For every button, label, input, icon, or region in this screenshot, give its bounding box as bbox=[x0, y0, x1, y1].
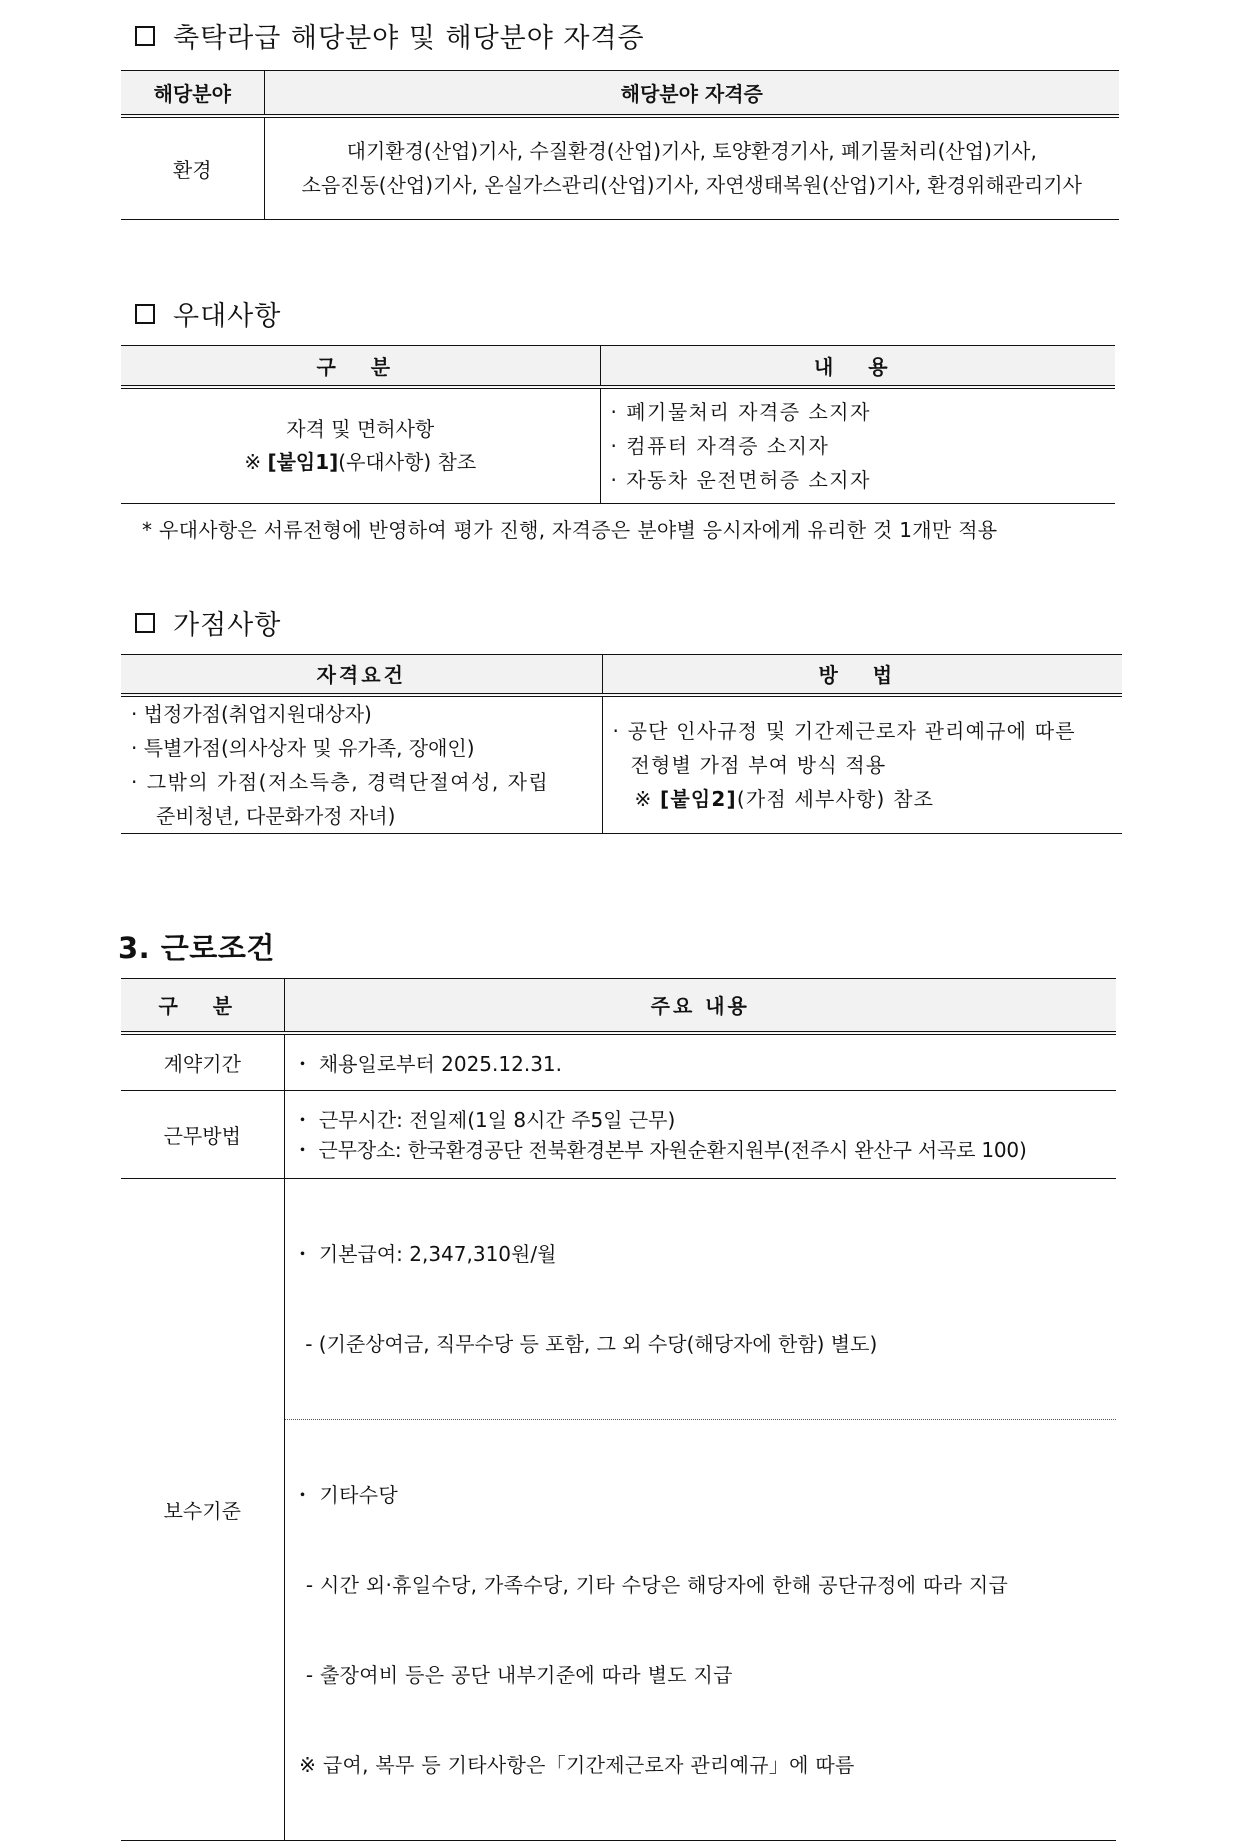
header-main-content: 주요 내용 bbox=[284, 979, 1116, 1033]
section2-title-text: 우대사항 bbox=[173, 301, 282, 332]
section3-title-text: 가점사항 bbox=[173, 610, 282, 641]
work-hours: ・ 근무시간: 전일제(1일 8시간 주5일 근무) bbox=[292, 1107, 676, 1132]
list-item: · 컴퓨터 자격증 소지자 bbox=[610, 433, 830, 458]
list-item: · 그밖의 가점(저소득층, 경력단절여성, 자립 bbox=[131, 769, 550, 794]
certs-line-2: 소음진동(산업)기사, 온실가스관리(산업)기사, 자연생태복원(산업)기사, 환경위해관리기사 bbox=[301, 173, 1082, 198]
working-conditions-table bbox=[121, 978, 1116, 1841]
section2-title bbox=[135, 294, 281, 333]
preference-table bbox=[121, 345, 1115, 504]
pay-note: ※ 급여, 복무 등 기타사항은「기간제근로자 관리예규」에 따름 bbox=[292, 1753, 855, 1777]
list-item: · 특별가점(의사상자 및 유가족, 장애인) bbox=[131, 735, 475, 760]
work-method-label: 근무방법 bbox=[121, 1091, 284, 1179]
header-certs: 해당분야 자격증 bbox=[264, 71, 1119, 116]
requirement-cell bbox=[121, 695, 602, 834]
overtime-allowance: - 시간 외·휴일수당, 가족수당, 기타 수당은 해당자에 한해 공단규정에 따라 지급 bbox=[292, 1573, 1009, 1597]
header-field: 해당분야 bbox=[121, 71, 264, 116]
qualification-cell bbox=[121, 387, 600, 504]
qualification-text: 자격 및 면허사항 bbox=[286, 416, 435, 441]
checkbox-square-icon bbox=[135, 613, 155, 633]
header-category: 구 분 bbox=[121, 979, 284, 1033]
bonus-table bbox=[121, 654, 1122, 834]
attachment1-ref: ※ [붙임1](우대사항) 참조 bbox=[244, 449, 477, 474]
list-item: · 법정가점(취업지원대상자) bbox=[131, 701, 372, 726]
section1-title-text: 축탁라급 해당분야 및 해당분야 자격증 bbox=[173, 23, 645, 54]
certs-cell bbox=[264, 116, 1119, 220]
header-method: 방 법 bbox=[602, 655, 1122, 695]
header-requirement: 자격요건 bbox=[121, 655, 602, 695]
method-cell bbox=[602, 695, 1122, 834]
preference-note: * 우대사항은 서류전형에 반영하여 평가 진행, 자격증은 분야별 응시자에게 유리한 것 1개만 적용 bbox=[142, 518, 998, 542]
method-line-2: 전형별 가점 부여 방식 적용 bbox=[630, 752, 887, 777]
base-pay: ・ 기본급여: 2,347,310원/월 bbox=[292, 1242, 557, 1266]
base-pay-detail: - (기준상여금, 직무수당 등 포함, 그 외 수당(해당자에 한함) 별도) bbox=[292, 1332, 878, 1356]
contract-period-label: 계약기간 bbox=[121, 1033, 284, 1091]
checkbox-square-icon bbox=[135, 304, 155, 324]
section1-title bbox=[135, 16, 645, 55]
certs-line-1: 대기환경(산업)기사, 수질환경(산업)기사, 토양환경기사, 폐기물처리(산업)기사, bbox=[346, 139, 1037, 164]
list-item: · 자동차 운전면허증 소지자 bbox=[610, 467, 871, 492]
contract-period-value: ・ 채용일로부터 2025.12.31. bbox=[284, 1033, 1116, 1091]
attachment2-ref: ※ [붙임2](가점 세부사항) 참조 bbox=[634, 786, 935, 811]
field-cert-table bbox=[121, 70, 1119, 220]
checkbox-square-icon bbox=[135, 26, 155, 46]
method-line-1: · 공단 인사규정 및 기간제근로자 관리예규에 따른 bbox=[612, 718, 1076, 743]
work-method-value bbox=[284, 1091, 1116, 1179]
preference-items-cell bbox=[600, 387, 1115, 504]
pay-label: 보수기준 bbox=[121, 1179, 284, 1841]
list-item: · 폐기물처리 자격증 소지자 bbox=[610, 399, 871, 424]
list-item-continued: 준비청년, 다문화가정 자녀) bbox=[156, 803, 396, 828]
work-location: ・ 근무장소: 한국환경공단 전북환경본부 자원순환지원부(전주시 완산구 서곡로 100) bbox=[292, 1137, 1027, 1162]
field-cell: 환경 bbox=[121, 116, 264, 220]
section4-title: 3. 근로조건 bbox=[118, 931, 275, 965]
base-pay-block bbox=[284, 1179, 1116, 1420]
other-allowance: ・ 기타수당 bbox=[292, 1483, 398, 1507]
header-category: 구 분 bbox=[121, 346, 600, 387]
section3-title bbox=[135, 603, 281, 642]
header-content: 내 용 bbox=[600, 346, 1115, 387]
travel-expense: - 출장여비 등은 공단 내부기준에 따라 별도 지급 bbox=[292, 1663, 733, 1687]
other-allowance-block bbox=[284, 1420, 1116, 1841]
